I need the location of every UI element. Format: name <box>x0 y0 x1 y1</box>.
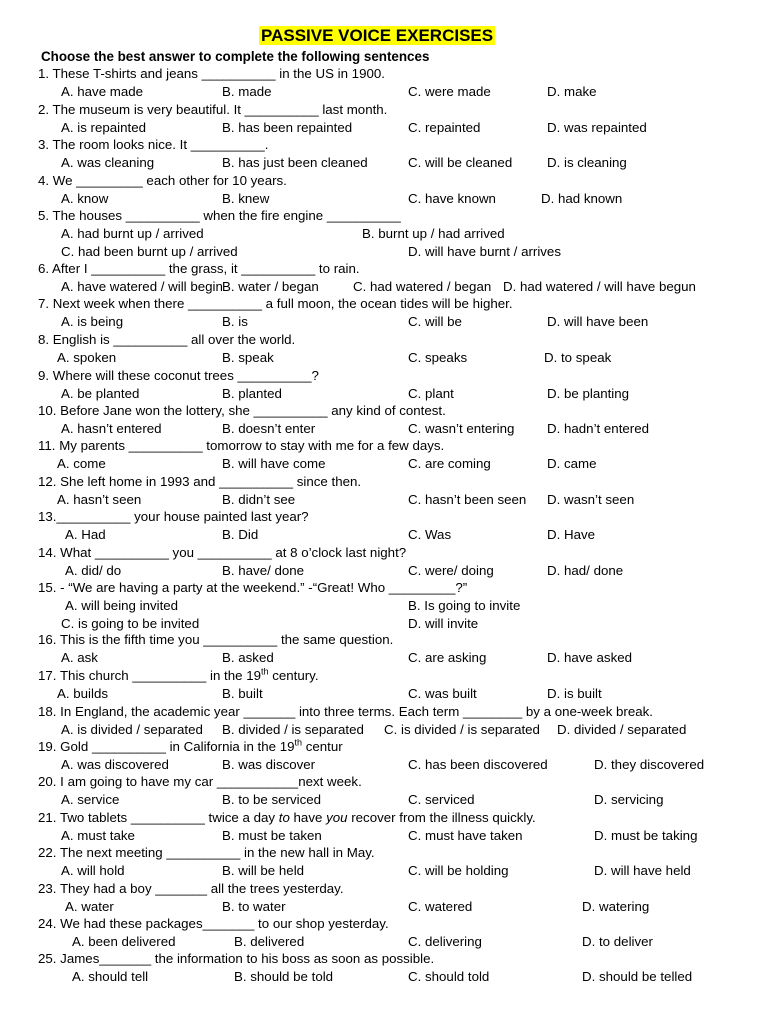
question-5-option-d: D. will have burnt / arrives <box>408 243 561 259</box>
question-18-option-c: C. is divided / is separated <box>384 722 540 737</box>
question-12-option-a: A. hasn’t seen <box>57 492 142 507</box>
ordinal-suffix: th <box>261 666 269 677</box>
question-19-option-a: A. was discovered <box>61 757 169 772</box>
question-20-option-a: A. service <box>61 792 120 807</box>
question-24-option-b: B. delivered <box>234 934 305 949</box>
question-13-option-a: A. Had <box>65 527 106 542</box>
question-17-option-a: A. builds <box>57 686 108 701</box>
question-4-option-c: C. have known <box>408 191 496 206</box>
question-22-option-b: B. will be held <box>222 863 305 878</box>
question-17-option-d: D. is built <box>547 686 602 701</box>
question-14-option-a: A. did/ do <box>65 563 122 578</box>
question-21-option-b: B. must be taken <box>222 828 322 843</box>
question-15-option-b: B. Is going to invite <box>408 598 521 613</box>
question-6-option-a: A. have watered / will begin <box>61 279 223 294</box>
question-12-option-b: B. didn’t see <box>222 492 296 507</box>
question-17-option-b: B. built <box>222 686 263 701</box>
question-9-option-c: C. plant <box>408 386 454 401</box>
question-text: recover from the illness quickly. <box>347 810 536 825</box>
question-text: century. <box>268 668 319 683</box>
question-21 <box>38 810 536 826</box>
question-15-option-d: D. will invite <box>408 615 479 631</box>
question-11-option-c: C. are coming <box>408 456 491 471</box>
question-19-option-d: D. they discovered <box>594 757 705 772</box>
instructions: Choose the best answer to complete the following sentences <box>41 49 430 64</box>
question-8-option-b: B. speak <box>222 350 274 365</box>
question-19 <box>38 739 343 755</box>
question-23-option-d: D. watering <box>582 899 650 914</box>
question-12-option-d: D. wasn’t seen <box>547 492 635 507</box>
question-19-option-b: B. was discover <box>222 757 316 772</box>
question-21-option-c: C. must have taken <box>408 828 523 843</box>
question-1-option-d: D. make <box>547 84 597 99</box>
question-25-option-d: D. should be telled <box>582 969 693 984</box>
question-16-option-a: A. ask <box>61 650 98 665</box>
question-1: 1. These T-shirts and jeans __________ in the US in 1900. <box>38 66 385 81</box>
question-7-option-d: D. will have been <box>547 314 649 329</box>
question-23-option-c: C. watered <box>408 899 473 914</box>
question-22-option-d: D. will have held <box>594 863 691 878</box>
question-25-option-a: A. should tell <box>72 969 149 984</box>
question-20: 20. I am going to have my car ___________next week. <box>38 774 362 789</box>
question-3-option-b: B. has just been cleaned <box>222 155 368 170</box>
question-21-option-a: A. must take <box>61 828 135 843</box>
question-21-option-d: D. must be taking <box>594 828 698 843</box>
question-4-option-a: A. know <box>61 191 109 206</box>
question-9-option-d: D. be planting <box>547 386 630 401</box>
question-22: 22. The next meeting __________ in the new hall in May. <box>38 845 375 860</box>
question-3: 3. The room looks nice. It __________. <box>38 137 269 152</box>
question-7-option-c: C. will be <box>408 314 462 329</box>
question-10-option-d: D. hadn’t entered <box>547 421 650 436</box>
question-5-option-c: C. had been burnt up / arrived <box>61 243 238 259</box>
question-19-option-c: C. has been discovered <box>408 757 548 772</box>
question-25-option-c: C. should told <box>408 969 490 984</box>
question-11-option-d: D. came <box>547 456 597 471</box>
question-18-option-a: A. is divided / separated <box>61 722 203 737</box>
question-23-option-a: A. water <box>65 899 114 914</box>
question-15-option-c: C. is going to be invited <box>61 615 200 631</box>
question-4-option-d: D. had known <box>541 191 623 206</box>
italic-word: to <box>278 810 290 825</box>
question-9: 9. Where will these coconut trees __________? <box>38 368 319 383</box>
question-15: 15. - “We are having a party at the weekend.” -“Great! Who _________?” <box>38 580 468 595</box>
question-4: 4. We _________ each other for 10 years. <box>38 173 287 188</box>
question-18: 18. In England, the academic year _______ into three terms. Each term ________ by a one-week break. <box>38 704 653 719</box>
question-2-option-b: B. has been repainted <box>222 120 353 135</box>
question-23-option-b: B. to water <box>222 899 286 914</box>
question-14: 14. What __________ you __________ at 8 o’clock last night? <box>38 545 407 560</box>
question-text: have <box>289 810 327 825</box>
question-25: 25. James_______ the information to his boss as soon as possible. <box>38 951 435 966</box>
question-10-option-a: A. hasn’t entered <box>61 421 162 436</box>
ordinal-suffix: th <box>294 737 303 748</box>
question-8-option-c: C. speaks <box>408 350 468 365</box>
question-1-option-a: A. have made <box>61 84 144 99</box>
question-3-option-c: C. will be cleaned <box>408 155 513 170</box>
question-text: centur <box>302 739 343 754</box>
question-16-option-b: B. asked <box>222 650 274 665</box>
question-23: 23. They had a boy _______ all the trees yesterday. <box>38 881 344 896</box>
question-5-option-a: A. had burnt up / arrived <box>61 226 204 241</box>
question-22-option-a: A. will hold <box>61 863 125 878</box>
question-3-option-a: A. was cleaning <box>61 155 155 170</box>
question-text: 17. This church __________ in the 19 <box>38 668 262 683</box>
italic-word: you <box>326 810 348 825</box>
page-title: PASSIVE VOICE EXERCISES <box>261 26 494 45</box>
question-16: 16. This is the fifth time you __________ the same question. <box>38 632 394 647</box>
question-10: 10. Before Jane won the lottery, she __________ any kind of contest. <box>38 403 446 418</box>
question-6: 6. After I __________ the grass, it __________ to rain. <box>38 261 360 276</box>
question-11: 11. My parents __________ tomorrow to stay with me for a few days. <box>38 438 445 453</box>
question-24: 24. We had these packages_______ to our shop yesterday. <box>38 916 389 931</box>
question-2-option-c: C. repainted <box>408 120 481 135</box>
question-6-option-d: D. had watered / will have begun <box>503 279 696 294</box>
question-18-option-b: B. divided / is separated <box>222 722 364 737</box>
question-5: 5. The houses __________ when the fire engine __________ <box>38 208 401 223</box>
question-25-option-b: B. should be told <box>234 969 334 984</box>
question-text: 21. Two tablets __________ twice a day <box>38 810 279 825</box>
question-14-option-d: D. had/ done <box>547 563 624 578</box>
question-8-option-d: D. to speak <box>544 350 612 365</box>
question-20-option-b: B. to be serviced <box>222 792 322 807</box>
question-13-option-b: B. Did <box>222 527 259 542</box>
question-11-option-a: A. come <box>57 456 106 471</box>
question-15-option-a: A. will being invited <box>65 598 179 613</box>
question-10-option-c: C. wasn’t entering <box>408 421 515 436</box>
question-4-option-b: B. knew <box>222 191 270 206</box>
question-11-option-b: B. will have come <box>222 456 326 471</box>
question-20-option-d: D. servicing <box>594 792 664 807</box>
question-24-option-c: C. delivering <box>408 934 482 949</box>
question-5-option-b: B. burnt up / had arrived <box>362 226 505 241</box>
question-2-option-a: A. is repainted <box>61 120 147 135</box>
question-7-option-b: B. is <box>222 314 248 329</box>
question-22-option-c: C. will be holding <box>408 863 509 878</box>
question-13-option-c: C. Was <box>408 527 452 542</box>
question-24-option-d: D. to deliver <box>582 934 653 949</box>
question-13-option-d: D. Have <box>547 527 596 542</box>
question-7-option-a: A. is being <box>61 314 124 329</box>
question-16-option-d: D. have asked <box>547 650 633 665</box>
question-20-option-c: C. serviced <box>408 792 475 807</box>
question-1-option-c: C. were made <box>408 84 491 99</box>
question-24-option-a: A. been delivered <box>72 934 176 949</box>
question-9-option-b: B. planted <box>222 386 282 401</box>
question-14-option-c: C. were/ doing <box>408 563 494 578</box>
question-8: 8. English is __________ all over the world. <box>38 332 296 347</box>
question-13: 13.__________ your house painted last year? <box>38 509 309 524</box>
question-9-option-a: A. be planted <box>61 386 140 401</box>
question-12-option-c: C. hasn’t been seen <box>408 492 527 507</box>
question-8-option-a: A. spoken <box>57 350 117 365</box>
question-3-option-d: D. is cleaning <box>547 155 627 170</box>
question-17-option-c: C. was built <box>408 686 477 701</box>
question-6-option-c: C. had watered / began <box>353 279 492 294</box>
question-10-option-b: B. doesn’t enter <box>222 421 316 436</box>
question-text: 19. Gold __________ in California in the 19 <box>38 739 295 754</box>
question-18-option-d: D. divided / separated <box>557 722 687 737</box>
question-7: 7. Next week when there __________ a full moon, the ocean tides will be higher. <box>38 296 513 311</box>
question-2-option-d: D. was repainted <box>547 120 647 135</box>
question-16-option-c: C. are asking <box>408 650 487 665</box>
question-1-option-b: B. made <box>222 84 272 99</box>
question-2: 2. The museum is very beautiful. It __________ last month. <box>38 102 388 117</box>
question-12: 12. She left home in 1993 and __________ since then. <box>38 474 362 489</box>
question-14-option-b: B. have/ done <box>222 563 305 578</box>
question-17 <box>38 668 319 684</box>
question-6-option-b: B. water / began <box>222 279 319 294</box>
